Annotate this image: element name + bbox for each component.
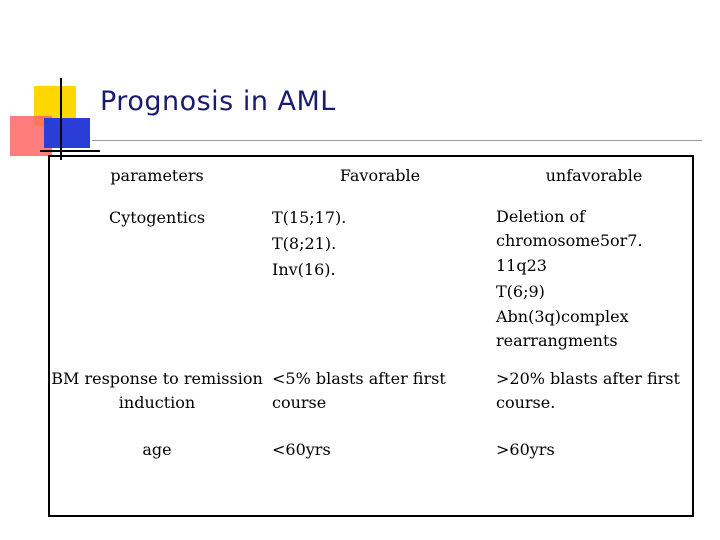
table-row-cytogenetics — [49, 205, 693, 367]
cell-line: <5% blasts after first course — [272, 369, 446, 412]
title-underline — [92, 140, 702, 141]
cell-line: 11q23 — [496, 256, 547, 275]
cell-favorable — [264, 205, 488, 367]
cell-parameter: Cytogentics — [108, 208, 206, 227]
header-unfavorable: unfavorable — [545, 166, 643, 185]
cell-line: T(6;9) — [496, 282, 545, 301]
decor-vertical-line — [60, 78, 62, 160]
table-row-bm-response — [49, 367, 693, 437]
cell-line: Inv(16). — [272, 260, 336, 279]
cell-line: >60yrs — [496, 440, 555, 459]
table-row-age — [49, 437, 693, 516]
cell-line: T(8;21). — [272, 234, 337, 253]
prognosis-table — [48, 155, 694, 517]
cell-unfavorable — [488, 205, 693, 367]
decor-blue-square — [44, 118, 90, 148]
cell-line: T(15;17). — [272, 208, 347, 227]
slide-title: Prognosis in AML — [100, 86, 336, 117]
table-header-row — [49, 156, 693, 205]
cell-line: Deletion of chromosome5or7. — [496, 207, 643, 250]
cell-favorable — [264, 437, 488, 516]
decor-horizontal-line — [40, 150, 100, 152]
cell-parameter: age — [142, 440, 172, 459]
header-parameters: parameters — [110, 166, 204, 185]
cell-parameter: BM response to remission induction — [51, 369, 263, 412]
cell-unfavorable — [488, 367, 693, 437]
cell-favorable — [264, 367, 488, 437]
cell-line: >20% blasts after first course. — [496, 369, 680, 412]
cell-line: <60yrs — [272, 440, 331, 459]
header-favorable: Favorable — [339, 166, 421, 185]
cell-unfavorable — [488, 437, 693, 516]
cell-line: Abn(3q)complex rearrangments — [496, 307, 629, 350]
